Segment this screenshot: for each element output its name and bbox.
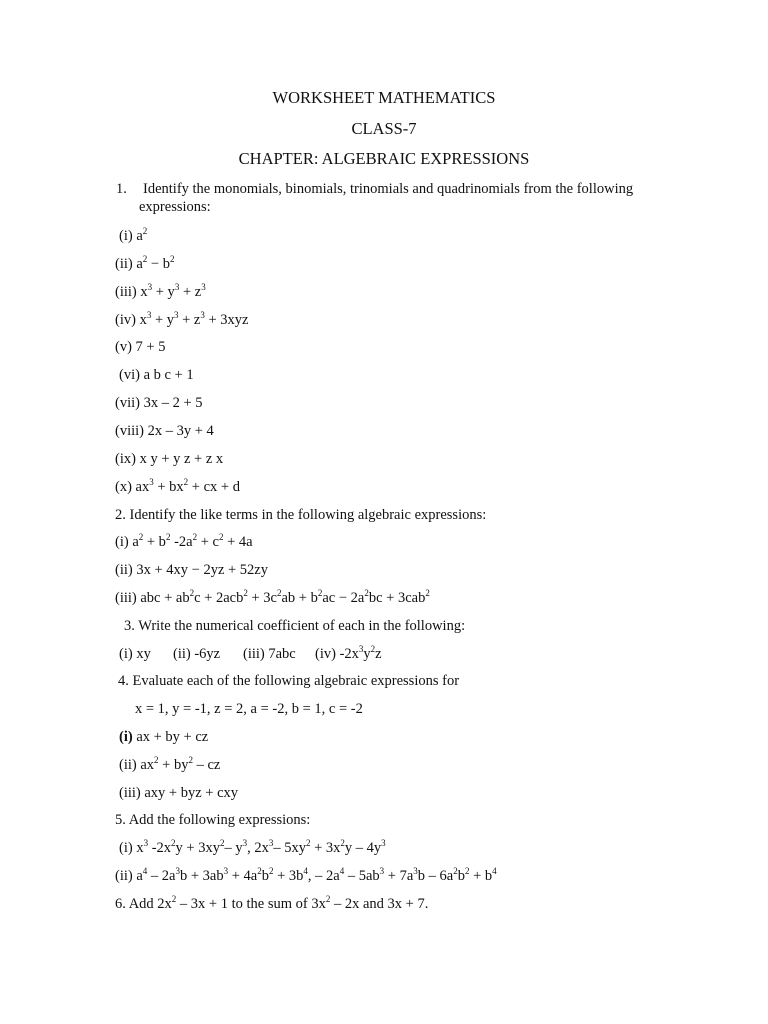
q3-item [315,645,382,663]
item-label: (iv) [315,646,336,662]
exponent: 4 [303,866,308,876]
exponent: 2 [277,588,282,598]
q3-item [119,645,151,663]
expr-text: − b [147,256,170,272]
exponent: 2 [364,588,369,598]
expr-text: ax + by + cz [136,729,209,745]
item-label: (i) [119,840,133,856]
exponent: 3 [201,282,206,292]
expr-text: – 3x + 1 to the sum of 3x [176,896,326,912]
q1-item [119,227,147,245]
expr-text: xy [136,646,151,662]
exponent: 2 [218,532,224,542]
q1-item [115,450,223,468]
expr-text: + c [197,534,219,550]
exponent: 3 [358,644,364,654]
expr-text: – 5ab [344,868,380,884]
expr-text: , – 2a [307,868,340,884]
exponent: 2 [425,588,430,598]
q4-values: x = 1, y = -1, z = 2, a = -2, b = 1, c = -2 [135,701,363,717]
expr-text: b + 3ab [179,868,224,884]
exponent: 3 [143,838,149,848]
q2-item [115,561,268,579]
expr-text: ax [135,479,150,495]
expr-text: – y [224,840,243,856]
item-label: (i) [119,228,133,244]
exponent: 3 [379,866,385,876]
expr-text: ab + b [281,590,318,606]
exponent: 3 [149,477,154,487]
q3-item [173,645,220,663]
expr-text: a [136,228,143,244]
expr-text: -2x [148,840,172,856]
q1-item [115,422,214,440]
exponent: 3 [174,310,179,320]
expr-text: , 2x [247,840,269,856]
q1-item [119,366,194,384]
exponent: 4 [339,866,345,876]
class-heading: CLASS-7 [351,119,417,138]
q1-item [115,478,240,496]
expr-text: a [132,534,139,550]
expr-text: y + 3xy [175,840,220,856]
expr-text: – 2x and 3x + 7. [330,896,429,912]
item-label: (ii) [115,256,133,272]
exponent: 3 [381,838,386,848]
q4-item [119,756,220,774]
expr-text: b [261,868,269,884]
q1-item [115,255,174,273]
q2-item [115,533,253,551]
worksheet-title: WORKSHEET MATHEMATICS [272,88,496,107]
expr-text: + b [143,534,166,550]
item-label: (v) [115,339,132,355]
exponent: 3 [146,310,152,320]
item-label: (ii) [173,646,191,662]
expr-text: + 7a [384,868,414,884]
expr-text: x y + y z + z x [139,451,224,467]
exponent: 2 [138,532,144,542]
expr-text: 7 + 5 [135,339,166,355]
item-label: (i) [119,729,133,745]
exponent: 2 [257,866,262,876]
expr-text: ax [140,757,155,773]
exponent: 2 [453,866,458,876]
exponent: 4 [142,866,148,876]
expr-text: 3x + 4xy − 2yz + 52zy [136,562,268,578]
item-label: (x) [115,479,132,495]
q2-item [115,589,430,607]
expr-text: -2x [339,646,359,662]
q5-text: 5. Add the following expressions: [115,812,311,828]
expr-text: + 4a [223,534,253,550]
item-label: (ii) [119,757,137,773]
q4-text: 4. Evaluate each of the following algebraic expressions for [118,673,460,689]
expr-text: 7abc [268,646,296,662]
expr-text: + by [158,757,189,773]
expr-text: + 3xyz [204,312,249,328]
expr-text: y – 4y [344,840,382,856]
exponent: 4 [492,866,497,876]
q1-item [115,283,206,301]
q1-number: 1. [116,181,127,197]
q5-item [119,839,386,857]
exponent: 2 [219,838,225,848]
q2-text: 2. Identify the like terms in the following algebraic expressions: [115,507,487,523]
exponent: 2 [317,588,323,598]
expr-text: x [139,312,147,328]
exponent: 2 [464,866,470,876]
exponent: 2 [340,838,345,848]
expr-text: + 3x [310,840,341,856]
exponent: 2 [189,588,195,598]
expr-text: c + 2acb [194,590,244,606]
expr-text: + bx [153,479,184,495]
exponent: 3 [147,282,153,292]
expr-text: 6. Add 2x [115,896,172,912]
expr-text: abc + ab [140,590,190,606]
item-label: (iii) [115,284,137,300]
chapter-heading: CHAPTER: ALGEBRAIC EXPRESSIONS [238,149,530,168]
item-label: (iii) [119,785,141,801]
expr-text: b [457,868,465,884]
item-label: (vi) [119,367,140,383]
exponent: 2 [154,755,159,765]
expr-text: + b [469,868,493,884]
expr-text: 3x – 2 + 5 [143,395,203,411]
expr-text: + z [178,312,201,328]
q1-item [115,311,249,329]
item-label: (viii) [115,423,144,439]
q6-text [115,895,428,913]
exponent: 2 [370,644,376,654]
expr-text: + cx + d [188,479,240,495]
exponent: 2 [268,866,274,876]
expr-text: x [140,284,148,300]
expr-text: ac − 2a [322,590,365,606]
exponent: 2 [243,588,248,598]
expr-text: axy + byz + cxy [144,785,239,801]
q4-item [119,728,208,746]
exponent: 2 [192,532,198,542]
expr-text: z [375,646,382,662]
q1-item [115,338,165,356]
item-label: (iii) [243,646,265,662]
q1-text-line1: Identify the monomials, binomials, trinomials and quadrinomials from the following [143,181,634,197]
exponent: 2 [169,254,175,264]
expr-text: a [136,868,143,884]
exponent: 2 [325,894,331,904]
item-label: (ii) [115,868,133,884]
expr-text: + 3c [247,590,277,606]
expr-text: y [363,646,371,662]
exponent: 2 [142,254,148,264]
exponent: 3 [268,838,274,848]
item-label: (i) [115,534,129,550]
q1-item [115,394,203,412]
exponent: 2 [142,226,148,236]
exponent: 2 [171,894,177,904]
expr-text: a b c + 1 [143,367,194,383]
exponent: 3 [413,866,418,876]
exponent: 2 [305,838,311,848]
expr-text: x [136,840,144,856]
expr-text: + y [151,312,174,328]
expr-text: + z [179,284,202,300]
exponent: 3 [223,866,229,876]
expr-text: – 5xy [273,840,306,856]
exponent: 3 [175,866,180,876]
expr-text: + y [152,284,175,300]
expr-text: + 3b [273,868,304,884]
expr-text: -6yz [194,646,221,662]
expr-text: bc + 3cab [368,590,426,606]
item-label: (ix) [115,451,136,467]
item-label: (ii) [115,562,133,578]
expr-text: a [136,256,143,272]
item-label: (iv) [115,312,136,328]
item-label: (vii) [115,395,140,411]
exponent: 3 [174,282,180,292]
exponent: 3 [242,838,248,848]
q4-item [119,784,238,802]
expr-text: – 2a [147,868,176,884]
expr-text: + 4a [228,868,258,884]
exponent: 2 [171,838,176,848]
q3-text: 3. Write the numerical coefficient of each in the following: [124,618,466,634]
exponent: 2 [183,477,189,487]
expr-text: b – 6a [417,868,454,884]
q3-item [243,645,296,663]
expr-text: – cz [192,757,221,773]
exponent: 3 [200,310,205,320]
q5-item [115,867,497,885]
q1-text-line2: expressions: [139,199,211,215]
expr-text: -2a [170,534,193,550]
expr-text: 2x – 3y + 4 [147,423,214,439]
item-label: (iii) [115,590,137,606]
item-label: (i) [119,646,133,662]
exponent: 2 [165,532,171,542]
exponent: 2 [188,755,193,765]
